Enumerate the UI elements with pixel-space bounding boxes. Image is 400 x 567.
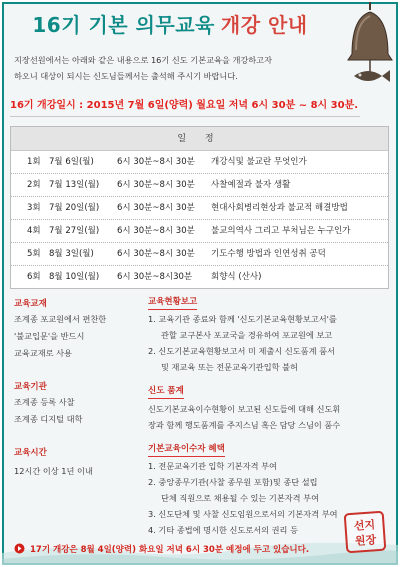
report-heading: 교육현황보고: [148, 295, 197, 310]
report-line: 관할 교구본사 포교국을 경유하여 포교원에 보고: [161, 330, 333, 340]
session-date: 8월 3일(월): [49, 249, 94, 259]
session-time: 6시 30분~8시 30분: [117, 226, 195, 236]
intro-line: 하오니 대상이 되시는 신도님들께서는 출석해 주시기 바랍니다.: [14, 71, 238, 81]
institution-line: 조계종 디지털 대학: [14, 414, 83, 424]
benefit-line: 2. 중앙종무기관(사찰 종무원 포함)및 종단 설립: [148, 477, 318, 487]
session-topic: 사찰예절과 불자 생활: [211, 180, 291, 190]
session-time: 6시 30분~8시 30분: [117, 203, 195, 213]
table-row: [11, 151, 388, 174]
title-accent: 개강 안내: [220, 13, 308, 37]
session-date: 8월 10일(월): [49, 272, 100, 282]
stamp-line: 선지: [353, 518, 376, 533]
institution-line: 조계종 등록 사찰: [14, 397, 75, 407]
opening-date: 16기 개강일시 : 2015년 7월 6일(양력) 월요일 저녁 6시 30분 ~ 8시 30분.: [10, 100, 359, 111]
table-row: [11, 174, 388, 197]
session-topic: 기도수행 방법과 인연성취 공덕: [211, 249, 326, 259]
session-date: 7월 20일(월): [49, 203, 100, 213]
session-time: 6시 30분~8시 30분: [117, 180, 195, 190]
rank-line: 신도기본교육이수현황이 보고된 신도들에 대해 신도휘: [148, 404, 341, 414]
session-date: 7월 27일(월): [49, 226, 100, 236]
textbook-line: 조계종 포교원에서 편찬한: [14, 314, 107, 324]
bell-icon: [338, 2, 396, 94]
period-line: 12시간 이상 1년 이내: [14, 466, 93, 476]
benefit-line: 1. 전문교육기관 입학 기본자격 부여: [148, 461, 277, 471]
schedule-header: 일 정: [11, 127, 388, 151]
textbook-heading: 교육교재: [14, 299, 47, 309]
table-row: [11, 197, 388, 220]
table-row: [11, 243, 388, 266]
session-date: 7월 13일(월): [49, 180, 100, 190]
benefit-line: 4. 기타 종법에 명시한 신도로서의 권리 등: [148, 525, 298, 535]
session-date: 7월 6일(월): [49, 157, 94, 167]
session-topic: 불교의역사 그리고 부처님은 누구인가: [211, 226, 351, 236]
footer-notice: 17기 개강은 8월 4일(양력) 화요일 저녁 6시 30분 예정에 두고 있습니다.: [30, 545, 310, 555]
institution-heading: 교육기관: [14, 382, 47, 392]
session-number: 6회: [27, 272, 41, 282]
stamp-line: 원장: [354, 533, 377, 548]
intro-line: 지장선원에서는 아래와 같은 내용으로 16기 신도 기본교육을 개강하고자: [14, 55, 273, 65]
session-topic: 개강식및 불교란 무엇인가: [211, 157, 307, 167]
session-number: 3회: [27, 203, 41, 213]
rank-line: 장과 함께 행도품계를 주지스님 혹은 담당 스님이 품수: [148, 420, 341, 430]
period-heading: 교육시간: [14, 448, 47, 458]
report-line: 및 재교육 또는 전문교육기관입학 불허: [161, 362, 298, 372]
intro-text: [14, 52, 332, 84]
seal-stamp: [344, 511, 387, 554]
divider: [10, 116, 360, 117]
session-number: 2회: [27, 180, 41, 190]
session-number: 4회: [27, 226, 41, 236]
benefit-line: 3. 신도단체 및 사찰 신도임원으로서의 기본자격 부여: [148, 509, 338, 519]
session-time: 6시 30분~8시30분: [117, 272, 193, 282]
page-title: [0, 9, 340, 38]
session-number: 1회: [27, 157, 41, 167]
schedule-table: [10, 126, 389, 289]
textbook-line: '불교입문'을 반드시: [14, 331, 85, 341]
arrow-icon: [14, 543, 25, 554]
rank-heading: 신도 품계: [148, 384, 184, 399]
report-line: 1. 교육기관 종료와 함께 '신도기본교육현황보고서'를: [148, 314, 337, 324]
session-topic: 회향식 (산사): [211, 272, 262, 282]
table-row: [11, 220, 388, 243]
table-row: [11, 266, 388, 289]
textbook-line: 교육교재로 사용: [14, 348, 72, 358]
title-main: 16기 기본 의무교육: [32, 13, 215, 37]
session-time: 6시 30분~8시 30분: [117, 249, 195, 259]
session-number: 5회: [27, 249, 41, 259]
session-topic: 현대사회병리현상과 불교적 해결방법: [211, 203, 348, 213]
report-line: 2. 신도기본교육현황보고서 미 제출시 신도품계 품서: [148, 346, 335, 356]
benefits-heading: 기본교육이수자 혜택: [148, 442, 225, 457]
session-time: 6시 30분~8시 30분: [117, 157, 195, 167]
benefit-line: 단체 직원으로 채용될 수 있는 기본자격 부여: [161, 493, 319, 503]
